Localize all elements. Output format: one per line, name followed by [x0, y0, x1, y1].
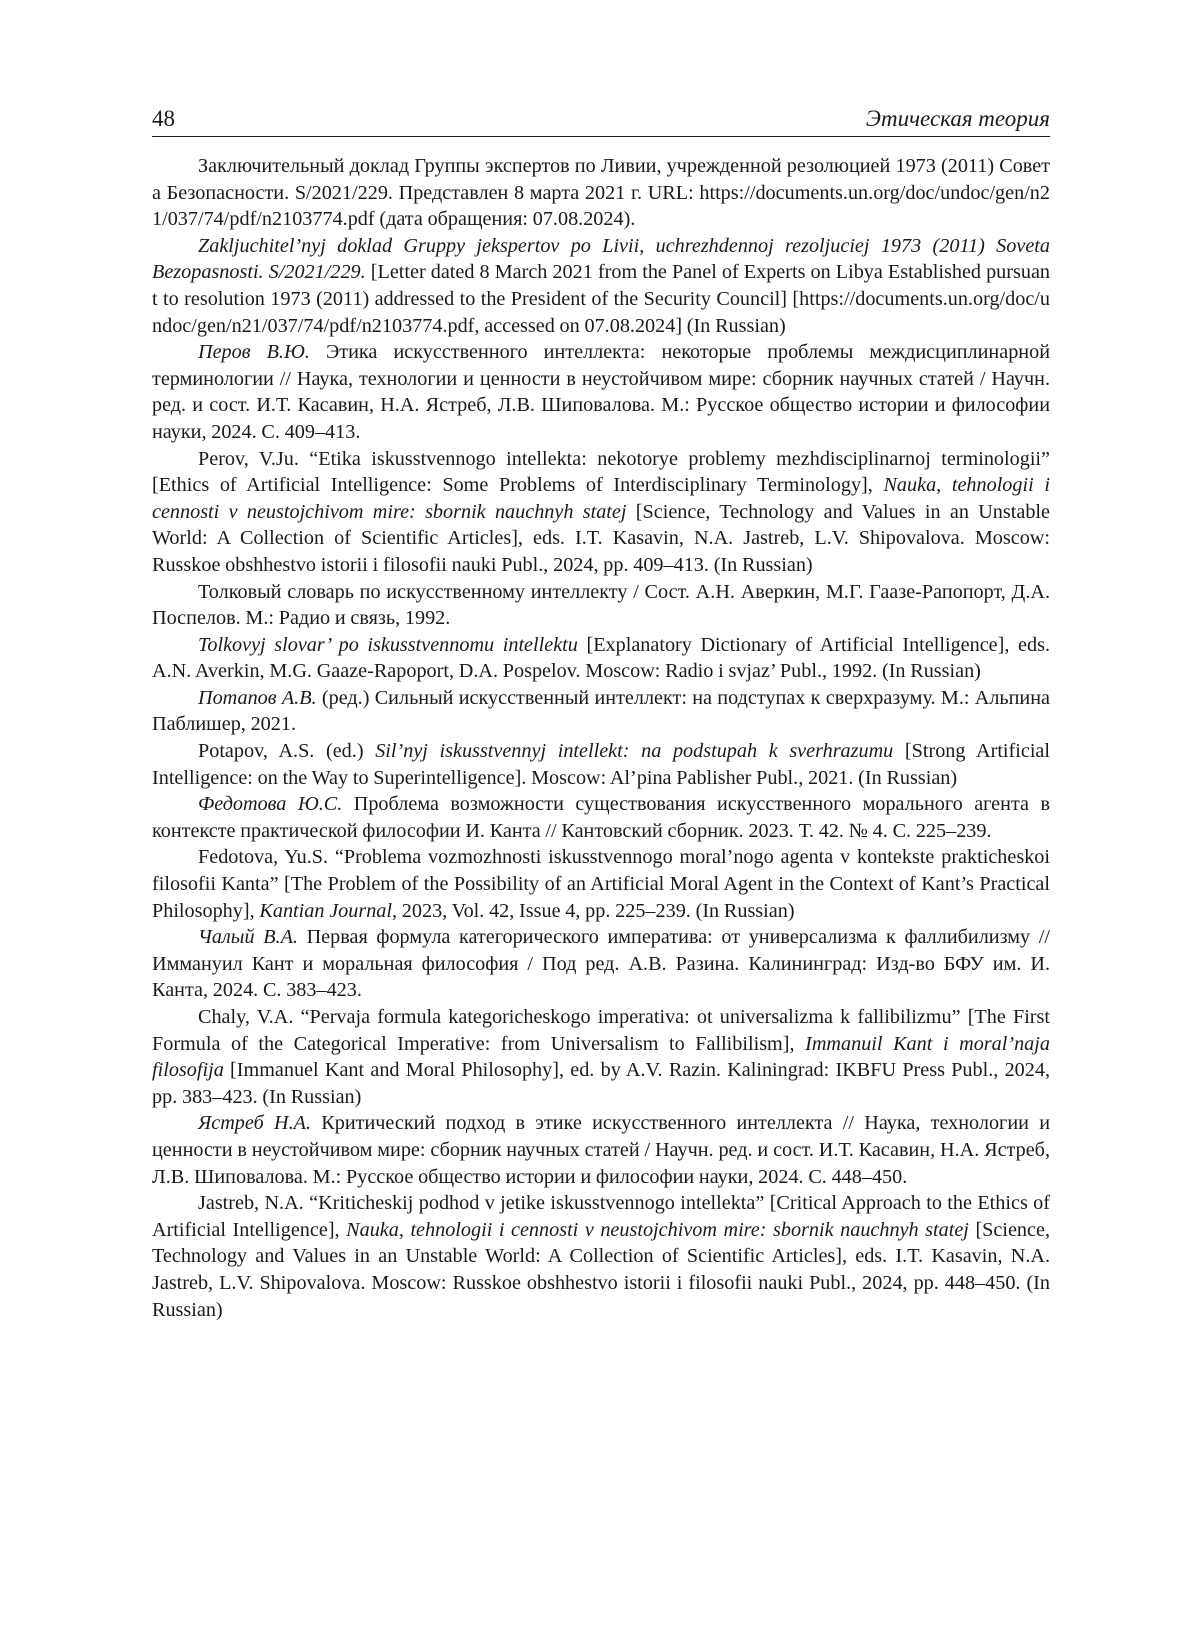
running-title: Этическая теория — [865, 106, 1050, 131]
reference-entry — [152, 924, 1050, 1004]
reference-entry — [152, 685, 1050, 738]
reference-text: [Immanuel Kant and Moral Philosophy], ed. by A.V. Razin. Kaliningrad: IKBFU Press Publ., 2024, pp. 383–423. (In Russian) — [152, 1059, 1050, 1108]
reference-entry — [152, 844, 1050, 924]
reference-title-italic: Zakljuchitel’nyj doklad Gruppy jekspertov po Livii, uchrezhdennoj rezoljuciej 1973 (2011) Soveta Bezopasnosti. S/2021/229. — [152, 234, 1050, 284]
reference-text: Первая формула категорического императива: от универсализма к фаллибилизму // Иммануил Кант и моральная философия / Под ред. А.В. Разина. Калининград: Изд-во БФУ им. И. Канта, 2024. С. 383–423. — [152, 926, 1050, 1002]
reference-title-italic: Tolkovyj slovar’ po iskusstvennomu intellektu — [198, 633, 578, 656]
reference-title-italic: Nauka, tehnologii i cennosti v neustojchivom mire: sbornik nauchnyh statej — [346, 1218, 969, 1241]
reference-entry — [152, 738, 1050, 791]
page-number: 48 — [152, 106, 175, 131]
reference-author-italic: Ястреб Н.А. — [198, 1112, 312, 1135]
reference-entry — [152, 339, 1050, 445]
page — [152, 100, 1050, 1323]
reference-text: Заключительный доклад Группы экспертов по Ливии, учрежденной резолюцией 1973 (2011) Совета Безопасности. S/2021/229. Представлен 8 марта 2021 г. URL: https://documents.un.org/doc/undoc/gen/n21/037/74/pdf/n2103774.pdf (дата обращения: 07.08.2024). — [152, 155, 1050, 231]
reference-text: [Strong Artificial Intelligence: on the Way to Superintelligence]. Moscow: Al’pina Pablisher Publ., 2021. (In Russian) — [152, 740, 1051, 789]
reference-text: Potapov, A.S. (ed.) — [198, 740, 376, 763]
reference-text: Этика искусственного интеллекта: некоторые проблемы междисциплинарной терминологии // Наука, технологии и ценности в неустойчивом мире: сборник научных статей / Научн. ред. и сост. И.Т. Касавин, Н.А. Ястреб, Л.В. Шиповалова. М.: Русское общество истории и философии науки, 2024. С. 409–413. — [152, 341, 1050, 443]
reference-text: Perov, V.Ju. “Etika iskusstvennogo intellekta: nekotorye problemy mezhdisciplinarnoj terminologii” [Ethics of Artificial Intelligence: Some Problems of Interdisciplinary Terminology], — [152, 447, 1050, 497]
reference-text: Jastreb, N.A. “Kriticheskij podhod v jetike iskusstvennogo intellekta” [Critical Approach to the Ethics of Artificial Intelligence], — [152, 1192, 1050, 1241]
reference-author-italic: Федотова Ю.С. — [198, 793, 343, 816]
reference-text: Критический подход в этике искусственного интеллекта // Наука, технологии и ценности в неустойчивом мире: сборник научных статей / Научн. ред. и сост. И.Т. Касавин, Н.А. Ястреб, Л.В. Шиповалова. М.: Русское общество истории и философии науки, 2024. С. 448–450. — [152, 1112, 1051, 1188]
reference-entry — [152, 446, 1050, 579]
reference-entry — [152, 632, 1050, 685]
reference-title-italic: Sil’nyj iskusstvennyj intellekt: na podstupah k sverhrazumu — [375, 740, 894, 763]
reference-text: Chaly, V.A. “Pervaja formula kategoricheskogo imperativa: ot universalizma k fallibilizmu” [The First Formula of the Categorical Imperative: from Universalism to Fallibilism], — [152, 1006, 1050, 1055]
reference-text: [Science, Technology and Values in an Unstable World: A Collection of Scientific Articles], eds. I.T. Kasavin, N.A. Jastreb, L.V. Shipovalova. Moscow: Russkoe obshhestvo istorii i filosofii nauki Publ., 2024, pp. 448–450. (In Russian) — [152, 1218, 1050, 1321]
reference-entry — [152, 1004, 1050, 1110]
reference-entry — [152, 1190, 1050, 1323]
reference-author-italic: Потапов А.В. — [198, 686, 317, 709]
reference-entry — [152, 579, 1050, 632]
reference-text: Толковый словарь по искусственному интеллекту / Сост. А.Н. Аверкин, М.Г. Гаазе-Рапопорт, Д.А. Поспелов. М.: Радио и связь, 1992. — [152, 580, 1050, 630]
reference-text: Проблема возможности существования искусственного морального агента в контексте практической философии И. Канта // Кантовский сборник. 2023. Т. 42. № 4. С. 225–239. — [152, 793, 1050, 842]
reference-author-italic: Чалый В.А. — [198, 926, 298, 949]
reference-entry — [152, 1110, 1050, 1190]
reference-text: (ред.) Сильный искусственный интеллект: на подступах к сверхразуму. М.: Альпина Паблишер, 2021. — [152, 686, 1050, 736]
running-header — [152, 100, 1050, 137]
reference-title-italic: Nauka, tehnologii i cennosti v neustojchivom mire: sbornik nauchnyh statej — [152, 474, 1050, 523]
reference-list — [152, 153, 1050, 1323]
reference-text: [Science, Technology and Values in an Unstable World: A Collection of Scientific Articles], eds. I.T. Kasavin, N.A. Jastreb, L.V. Shipovalova. Moscow: Russkoe obshhestvo istorii i filosofii nauki Publ., 2024, pp. 409–413. (In Russian) — [152, 500, 1050, 576]
reference-author-italic: Перов В.Ю. — [198, 341, 310, 364]
reference-text: Fedotova, Yu.S. “Problema vozmozhnosti iskusstvennogo moral’nogo agenta v kontekste prakticheskoi filosofii Kanta” [The Problem of the Possibility of an Artificial Moral Agent in the Context of Kant’s Practical Philosophy], — [152, 846, 1050, 922]
reference-title-italic: Immanuil Kant i moral’naja filosofija — [152, 1032, 1050, 1082]
reference-entry — [152, 233, 1050, 339]
reference-entry — [152, 153, 1050, 233]
reference-text: [Explanatory Dictionary of Artificial Intelligence], eds. A.N. Averkin, M.G. Gaaze-Rapoport, D.A. Pospelov. Moscow: Radio i svjaz’ Publ., 1992. (In Russian) — [152, 633, 1050, 683]
reference-entry — [152, 791, 1050, 844]
reference-text: , 2023, Vol. 42, Issue 4, pp. 225–239. (In Russian) — [392, 899, 795, 922]
reference-text: [Letter dated 8 March 2021 from the Panel of Experts on Libya Established pursuant to resolution 1973 (2011) addressed to the President of the Security Council] [https://documents.un.org/doc/undoc/gen/n21/037/74/pdf/n2103774.pdf, accessed on 07.08.2024] (In Russian) — [152, 261, 1050, 337]
reference-title-italic: Kantian Journal — [259, 899, 392, 922]
